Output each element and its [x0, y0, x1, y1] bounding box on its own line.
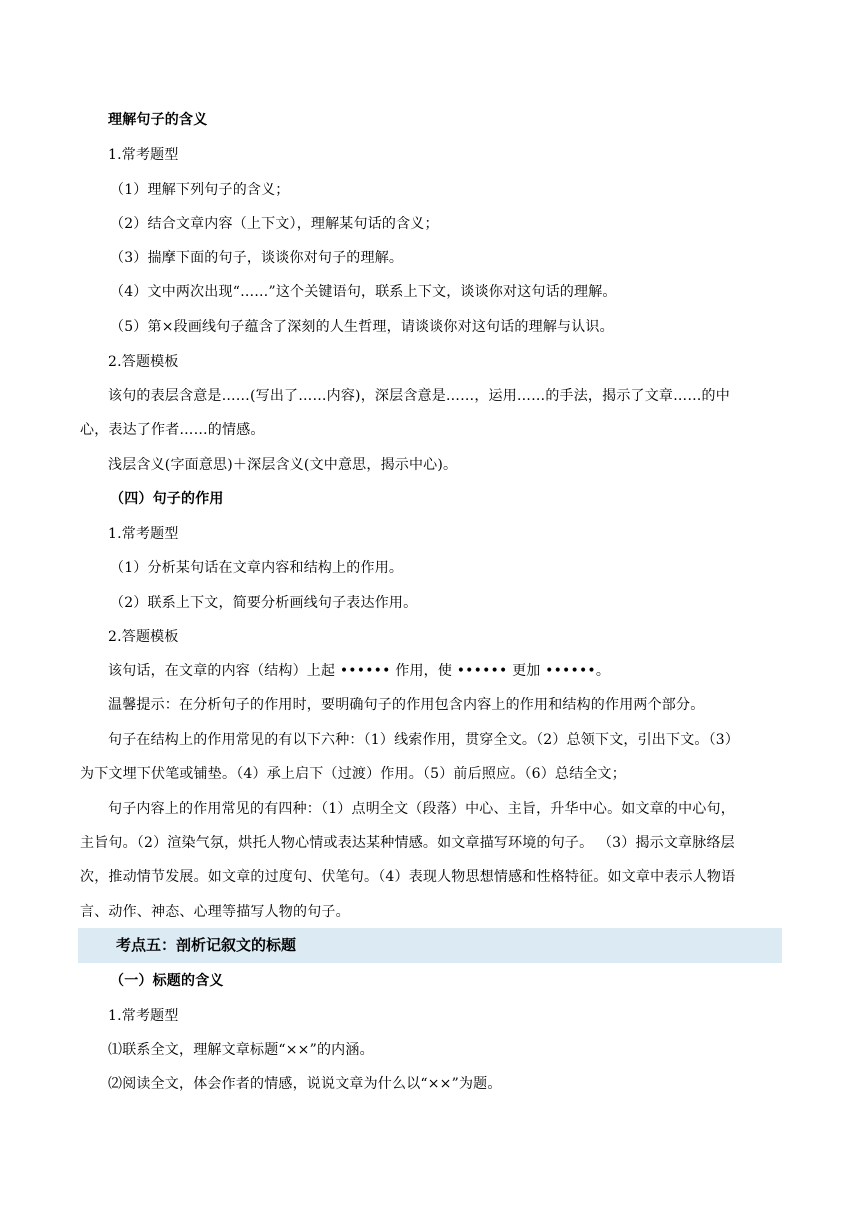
paragraph-line: 句子在结构上的作用常见的有以下六种：（1）线索作用，贯穿全文。（2）总领下文，引出下文。（3） [108, 732, 740, 748]
paragraph-line: 言、动作、神态、心理等描写人物的句子。 [80, 904, 350, 920]
answer-template-label: 2.答题模板 [108, 354, 179, 370]
answer-template-label: 2.答题模板 [108, 629, 179, 645]
paragraph-line: 为下文埋下伏笔或铺垫。（4）承上启下（过渡）作用。（5）前后照应。（6）总结全文； [80, 766, 626, 782]
question-types-label: 1.常考题型 [108, 147, 179, 163]
paragraph-line: 次，推动情节发展。如文章的过度句、伏笔句。（4）表现人物思想情感和性格特征。如文章中表示人物语 [80, 869, 736, 885]
question-item: （1）理解下列句子的含义； [110, 182, 290, 198]
question-item: ⑴联系全文，理解文章标题“××”的内涵。 [108, 1042, 374, 1058]
question-types-label: 1.常考题型 [108, 1008, 179, 1024]
question-item: ⑵阅读全文，体会作者的情感，说说文章为什么以“××”为题。 [108, 1076, 502, 1092]
paragraph-line: 句子内容上的作用常见的有四种：（1）点明全文（段落）中心、主旨，升华中心。如文章的中心句， [108, 801, 735, 817]
section-heading: （四）句子的作用 [110, 491, 224, 507]
section-band-title: 考点五：剖析记叙文的标题 [116, 936, 297, 954]
question-item: （2）结合文章内容（上下文），理解某句话的含义； [110, 216, 439, 232]
formula-text: 浅层含义(字面意思)＋深层含义(文中意思，揭示中心)。 [108, 457, 458, 473]
question-types-label: 1.常考题型 [108, 526, 179, 542]
tip-text: 温馨提示：在分析句子的作用时，要明确句子的作用包含内容上的作用和结构的作用两个部分。 [108, 697, 705, 713]
question-item: （3）揣摩下面的句子，谈谈你对句子的理解。 [110, 250, 404, 266]
question-item: （2）联系上下文，简要分析画线句子表达作用。 [110, 595, 418, 611]
template-text: 该句话，在文章的内容（结构）上起 •••••• 作用，使 •••••• 更加 ••••••。 [108, 663, 611, 679]
question-item: （4）文中两次出现“……”这个关键语句，联系上下文，谈谈你对这句话的理解。 [110, 284, 617, 300]
question-item: （5）第×段画线句子蕴含了深刻的人生哲理，请谈谈你对这句话的理解与认识。 [110, 319, 614, 335]
template-text-line: 心，表达了作者……的情感。 [80, 422, 265, 438]
paragraph-line: 主旨句。（2）渲染气氛，烘托人物心情或表达某种情感。如文章描写环境的句子。 （3）揭示文章脉络层 [80, 835, 735, 851]
section-heading: 理解句子的含义 [108, 112, 208, 128]
section-heading: （一）标题的含义 [110, 973, 224, 989]
question-item: （1）分析某句话在文章内容和结构上的作用。 [110, 560, 404, 576]
template-text-line: 该句的表层含意是……(写出了……内容)，深层含意是……，运用……的手法，揭示了文章……的中 [108, 388, 730, 404]
